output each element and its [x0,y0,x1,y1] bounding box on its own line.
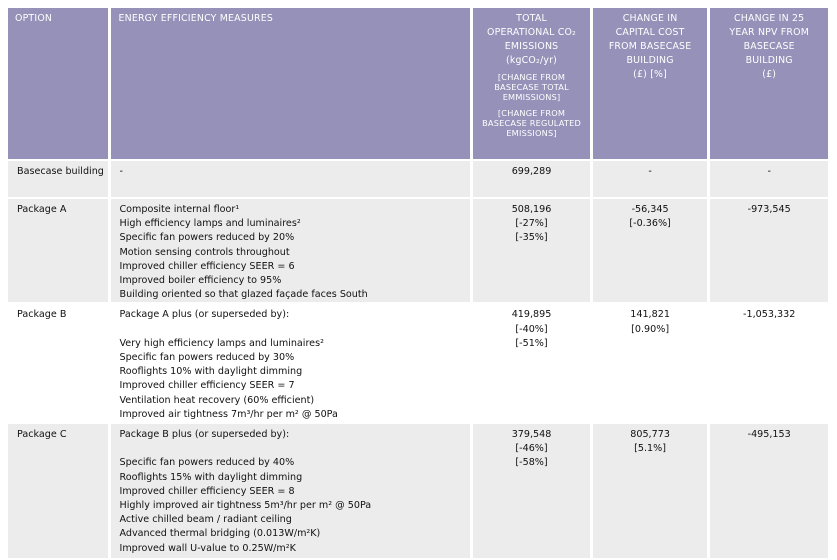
measure-item: Advanced thermal bridging (0.013W/m²K) [119,528,321,540]
measure-item: Composite internal floor¹ [119,204,240,215]
header-emissions-line: EMISSIONS [504,41,559,52]
row-emissions [473,161,590,197]
row-measures [111,161,470,197]
capital-percent: [5.1%] [634,443,667,455]
header-capital-line: (£) [%] [633,69,668,80]
emissions-value: 419,895 [511,309,552,321]
row-emissions [473,424,590,558]
measure-item: Improved boiler efficiency to 95% [119,275,282,287]
measure-item: Improved chiller efficiency SEER = 6 [119,260,295,272]
energy-options-table [5,6,831,560]
header-emissions-sub-total: [CHANGE FROM BASECASE TOTAL EMMISSIONS] [494,72,569,102]
measure-item: Specific fan powers reduced by 40% [119,457,295,469]
header-npv-line: CHANGE IN 25 [734,13,805,24]
capital-value: - [648,166,652,177]
header-npv [710,8,828,159]
row-measures [111,304,470,422]
emissions-value: 379,548 [511,429,552,441]
measure-item: Highly improved air tightness 5m³/hr per m² @ 50Pa [119,500,372,512]
header-capital [593,8,708,159]
emissions-change-total: [-40%] [515,323,548,335]
header-emissions [473,8,590,159]
header-npv-line: BUILDING [745,55,793,66]
header-capital-line: BUILDING [626,55,674,66]
capital-percent: [-0.36%] [629,218,671,230]
table-row [8,304,828,422]
measure-item: Specific fan powers reduced by 20% [119,232,295,244]
measure-item: Improved air tightness 7m³/hr per m² @ 50Pa [119,408,338,420]
row-measures [111,199,470,302]
row-option: Package A [8,199,108,302]
row-option: Package B [8,304,108,422]
table-row [8,161,828,197]
row-npv: - [710,161,828,197]
row-option: Package C [8,424,108,558]
row-measures [111,424,470,558]
header-emissions-line: TOTAL [516,13,547,24]
row-npv: -1,053,332 [710,304,828,422]
capital-value: 141,821 [630,309,670,321]
emissions-value: 508,196 [511,204,552,215]
measure-item: Very high efficiency lamps and luminaires² [119,337,324,349]
measure-item: High efficiency lamps and luminaires² [119,218,301,230]
header-capital-line: CAPITAL COST [615,27,685,38]
emissions-change-regulated: [-58%] [515,457,548,469]
measures-intro: Package A plus (or superseded by): [119,309,290,321]
measure-item: Rooflights 10% with daylight dimming [119,366,303,378]
measure-item: Rooflights 15% with daylight dimming [119,471,303,483]
header-emissions-sub-regulated: [CHANGE FROM BASECASE REGULATED EMISSIONS] [482,108,581,138]
row-capital [593,304,708,422]
table-row [8,199,828,302]
table-header-row [8,8,828,159]
capital-value: -56,345 [631,204,669,215]
measure-item: Ventilation heat recovery (60% efficient) [119,394,315,406]
header-npv-line: YEAR NPV FROM [729,27,809,38]
measure-item: Specific fan powers reduced by 30% [119,352,295,364]
row-npv: -495,153 [710,424,828,558]
header-npv-line: (£) [762,69,777,80]
measure-item: Active chilled beam / radiant ceiling [119,514,292,526]
measure-item: - [119,166,123,177]
measures-intro: Package B plus (or superseded by): [119,429,290,441]
measure-item: Motion sensing controls throughout [119,246,290,258]
row-capital [593,161,708,197]
header-option: OPTION [8,8,108,159]
header-npv-line: BASECASE [743,41,795,52]
emissions-change-regulated: [-35%] [515,232,548,244]
emissions-change-total: [-46%] [515,443,548,455]
header-capital-line: FROM BASECASE [608,41,692,52]
header-emissions-line: (kgCO₂/yr) [506,55,557,66]
header-measures: ENERGY EFFICIENCY MEASURES [111,8,470,159]
emissions-change-regulated: [-51%] [515,337,548,349]
measure-item: Improved wall U-value to 0.25W/m²K [119,542,296,554]
row-capital [593,199,708,302]
header-capital-line: CHANGE IN [622,13,678,24]
row-capital [593,424,708,558]
measure-item: Building oriented so that glazed façade faces South [119,289,368,301]
emissions-value: 699,289 [511,166,552,177]
emissions-change-total: [-27%] [515,218,548,230]
measure-item: Improved chiller efficiency SEER = 7 [119,380,295,392]
table-row [8,424,828,558]
capital-value: 805,773 [630,429,670,441]
row-emissions [473,199,590,302]
row-npv: -973,545 [710,199,828,302]
row-option: Basecase building [8,161,108,197]
header-emissions-line: OPERATIONAL CO₂ [487,27,577,38]
row-emissions [473,304,590,422]
capital-percent: [0.90%] [631,323,670,335]
measure-item: Improved chiller efficiency SEER = 8 [119,485,295,497]
